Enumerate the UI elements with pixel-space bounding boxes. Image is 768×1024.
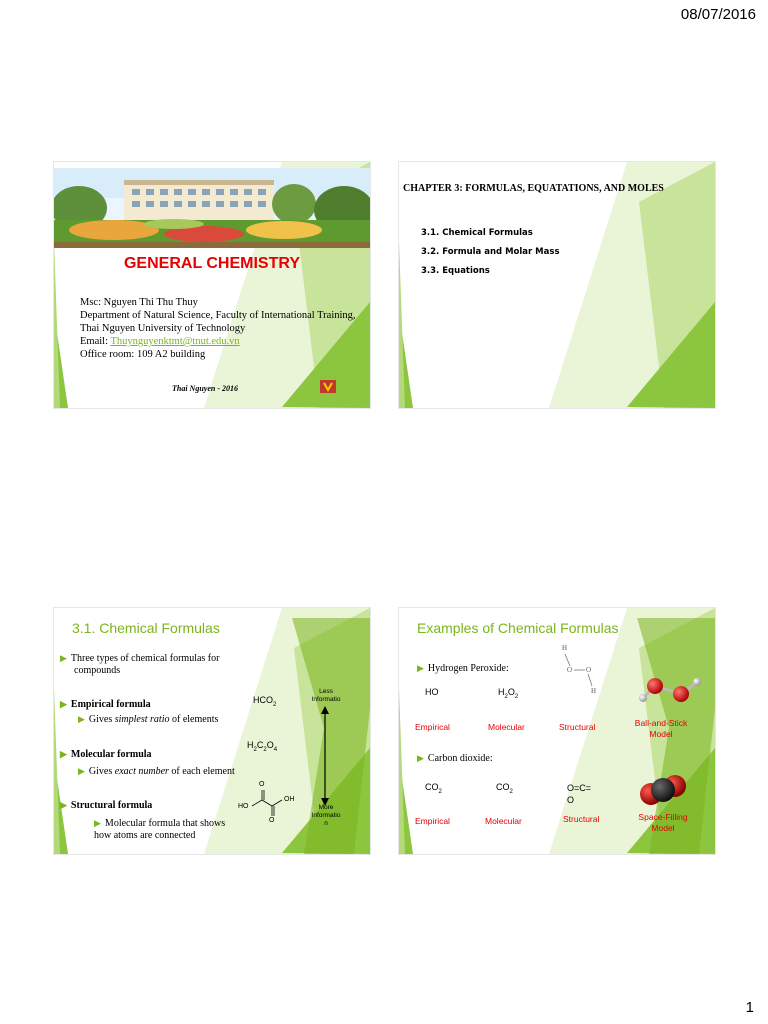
empirical-heading-row	[60, 699, 151, 710]
bullet-icon: ▶	[60, 699, 67, 709]
h2o2-label-structural: Structural	[559, 722, 596, 732]
slide-chemical-formulas	[54, 608, 370, 854]
struct-ho-label: HO	[238, 803, 249, 810]
bullet-icon: ▶	[60, 800, 67, 810]
ball-and-stick-model-icon	[635, 672, 707, 712]
course-title: GENERAL CHEMISTRY	[123, 255, 300, 272]
university-logo-icon	[320, 380, 336, 393]
co2-label-space-filling: Space-Filling Model	[638, 812, 688, 833]
email-link[interactable]: Thuynguyenktmt@tnut.edu.vn	[110, 336, 240, 347]
bullet-icon: ▶	[60, 749, 67, 759]
campus-photo	[54, 168, 370, 248]
empirical-description: ▶ Gives simplest ratio of elements	[78, 714, 219, 725]
intro-line-1: Three types of chemical formulas for	[70, 653, 220, 664]
more-information-label: More Informatio n	[311, 804, 341, 827]
department-line-1: Department of Natural Science, Faculty of International Training,	[80, 310, 356, 321]
department-line-2: Thai Nguyen University of Technology	[80, 323, 246, 334]
co2-label-molecular: Molecular	[485, 816, 522, 826]
h2o2-struct-o-right: O	[586, 666, 592, 674]
print-date: 08/07/2016	[680, 6, 756, 23]
co2-label-empirical: Empirical	[415, 816, 450, 826]
slide-green-decor	[399, 162, 715, 408]
place-year: Thai Nguyen - 2016	[172, 384, 238, 393]
struct-o-bottom: O	[269, 817, 275, 824]
bullet-icon: ▶	[417, 753, 424, 763]
hydrogen-peroxide-heading: ▶ Hydrogen Peroxide:	[417, 663, 509, 674]
struct-oh-label: OH	[284, 796, 295, 803]
bullet-icon: ▶	[94, 818, 101, 828]
information-arrow-icon	[320, 706, 330, 806]
h2o2-label-molecular: Molecular	[488, 722, 525, 732]
h2o2-label-ball-stick: Ball-and-Stick Model	[634, 718, 688, 739]
bullet-icon: ▶	[60, 653, 67, 663]
h2o2-molecular: $H_2O_2$	[498, 687, 519, 700]
h2o2-struct-h-top: H	[562, 644, 568, 652]
carbon-dioxide-heading: ▶ Carbon dioxide:	[417, 753, 493, 764]
molecular-heading: Molecular formula	[70, 749, 152, 760]
struct-o-top: O	[259, 781, 265, 788]
co2-molecular: $CO_2$	[496, 782, 513, 795]
h2o2-label-empirical: Empirical	[415, 722, 450, 732]
co2-label-structural: Structural	[563, 814, 600, 824]
structural-description: ▶ Molecular formula that shows how atoms are connected	[94, 818, 226, 841]
author-block	[80, 296, 370, 361]
h2o2-struct-o-left: O	[567, 666, 573, 674]
bullet-icon: ▶	[417, 663, 424, 673]
slide-formula-examples	[399, 608, 715, 854]
co2-structural: O=C= O	[567, 783, 592, 805]
office-room: Office room: 109 A2 building	[80, 349, 206, 360]
bullet-icon: ▶	[78, 766, 85, 776]
intro-bullet	[60, 652, 219, 677]
h2o2-empirical: HO	[425, 687, 439, 697]
slide-heading: Examples of Chemical Formulas	[417, 620, 619, 636]
molecular-heading-row	[60, 749, 152, 760]
page-number: 1	[745, 999, 754, 1016]
slide-contents	[399, 162, 715, 408]
bullet-icon: ▶	[78, 714, 85, 724]
h2o2-struct-h-bottom: H	[591, 687, 597, 695]
example-molecular: $H_2C_2O_4$	[247, 740, 278, 753]
h2o2-structural-diagram	[557, 644, 603, 700]
email-label: Email:	[80, 336, 111, 347]
molecular-description: ▶ Gives exact number of each element	[78, 766, 235, 777]
structural-heading: Structural formula	[70, 800, 153, 811]
chapter-title: CHAPTER 3: FORMULAS, EQUATATIONS, AND MOLES	[403, 183, 664, 194]
co2-empirical: $CO_2$	[425, 782, 442, 795]
contents-item-1: 3.1. Chemical Formulas	[421, 228, 533, 238]
empirical-heading: Empirical formula	[70, 699, 151, 710]
space-filling-model-icon	[639, 770, 687, 810]
intro-line-2: compounds	[74, 665, 121, 676]
author-name: Msc: Nguyen Thi Thu Thuy	[80, 297, 198, 308]
slide-heading: 3.1. Chemical Formulas	[72, 620, 220, 636]
slide-title	[54, 162, 370, 408]
example-empirical: $HCO_2$	[253, 695, 277, 708]
contents-item-2: 3.2. Formula and Molar Mass	[421, 247, 560, 257]
contents-item-3: 3.3. Equations	[421, 266, 490, 276]
less-information-label: Less Informatio	[311, 688, 341, 703]
email-line	[80, 335, 370, 348]
contents-list	[421, 224, 560, 281]
structural-heading-row	[60, 800, 152, 811]
